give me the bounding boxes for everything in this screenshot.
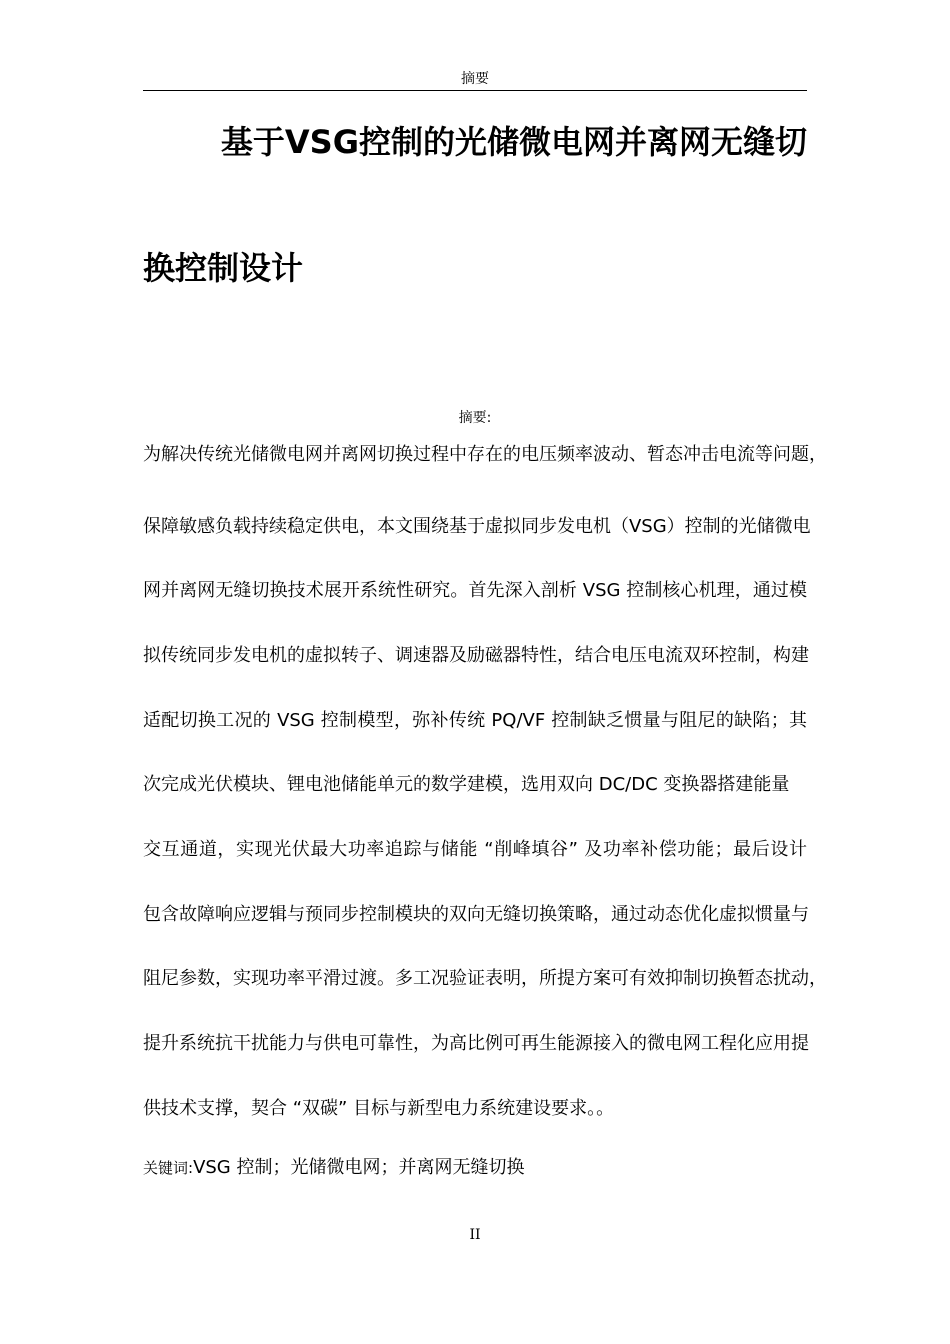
abstract-line: 适配切换工况的 VSG 控制模型，弥补传统 PQ/VF 控制缺乏惯量与阻尼的缺陷；其	[143, 710, 807, 731]
keywords-text: VSG 控制；光储微电网；并离网无缝切换	[193, 1157, 525, 1178]
header-rule	[143, 90, 807, 91]
keywords	[143, 1156, 524, 1180]
abstract-line: 网并离网无缝切换技术展开系统性研究。首先深入剖析 VSG 控制核心机理，通过模	[143, 580, 807, 601]
abstract-line: 供技术支撑，契合 “双碳” 目标与新型电力系统建设要求。。	[143, 1098, 615, 1119]
abstract-line: 为解决传统光储微电网并离网切换过程中存在的电压频率波动、暂态冲击电流等问题，	[143, 444, 827, 465]
thesis-title-line-2: 换控制设计	[143, 249, 304, 287]
page-number: II	[469, 1227, 481, 1243]
keywords-label: 关键词:	[143, 1159, 194, 1177]
running-header: 摘要	[461, 71, 489, 87]
abstract-line: 包含故障响应逻辑与预同步控制模块的双向无缝切换策略，通过动态优化虚拟惯量与	[143, 904, 809, 925]
abstract-line: 提升系统抗干扰能力与供电可靠性，为高比例可再生能源接入的微电网工程化应用提	[143, 1033, 809, 1054]
abstract-line: 拟传统同步发电机的虚拟转子、调速器及励磁器特性，结合电压电流双环控制，构建	[143, 645, 809, 666]
thesis-title-line-1: 基于VSG控制的光储微电网并离网无缝切	[220, 123, 807, 161]
abstract-line: 次完成光伏模块、锂电池储能单元的数学建模，选用双向 DC/DC 变换器搭建能量	[143, 774, 790, 795]
abstract-heading: 摘要:	[458, 410, 492, 426]
abstract-line: 阻尼参数，实现功率平滑过渡。多工况验证表明，所提方案可有效抑制切换暂态扰动，	[143, 968, 827, 989]
abstract-line: 交互通道，实现光伏最大功率追踪与储能 “削峰填谷” 及功率补偿功能；最后设计	[143, 839, 807, 860]
abstract-line: 保障敏感负载持续稳定供电，本文围绕基于虚拟同步发电机（VSG）控制的光储微电	[143, 516, 811, 537]
